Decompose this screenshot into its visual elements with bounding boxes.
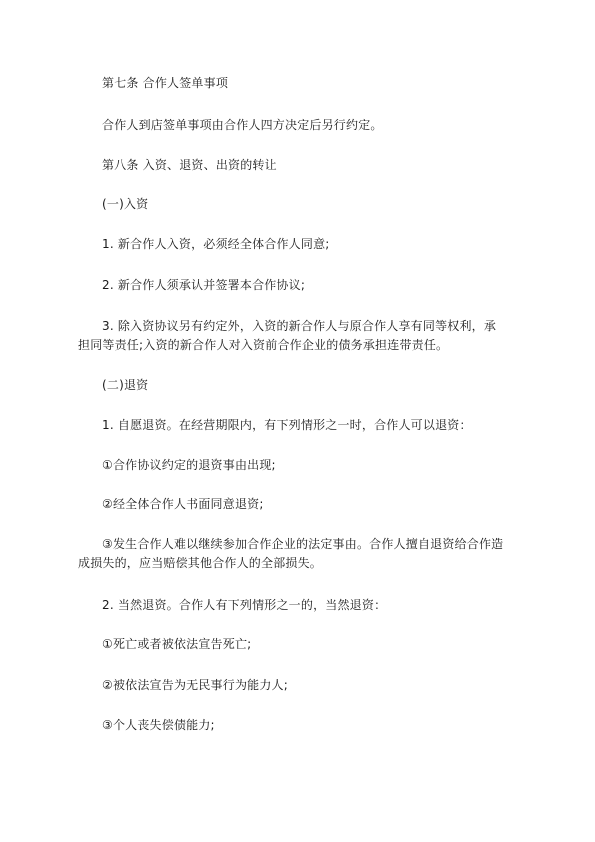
article-7-text: 合作人到店签单事项由合作人四方决定后另行约定。 [102,118,383,132]
voluntary-withdraw: 1. 自愿退资。在经营期限内，有下列情形之一时，合作人可以退资： [102,418,472,432]
entry-item-2: 2. 新合作人须承认并签署本合作协议; [102,278,306,292]
automatic-case-3: ③个人丧失偿债能力; [102,718,215,732]
voluntary-case-3: ③发生合作人难以继续参加合作企业的法定事由。合作人擅自退资给合作造成损失的，应当赔偿其他合作人的全部损失。 [78,537,504,570]
voluntary-case-1: ①合作协议约定的退资事由出现; [102,458,276,472]
automatic-case-1: ①死亡或者被依法宣告死亡; [102,637,252,651]
entry-item-1: 1. 新合作人入资，必须经全体合作人同意; [102,237,330,251]
section-withdraw-heading: (二)退资 [102,378,149,392]
automatic-withdraw: 2. 当然退资。合作人有下列情形之一的，当然退资： [102,598,387,612]
automatic-case-2: ②被依法宣告为无民事行为能力人; [102,678,289,692]
section-entry-heading: (一)入资 [102,197,149,211]
article-8-heading: 第八条 入资、退资、出资的转让 [102,158,277,172]
voluntary-case-2: ②经全体合作人书面同意退资; [102,497,264,511]
entry-item-3: 3. 除入资协议另有约定外，入资的新合作人与原合作人享有同等权利，承担同等责任;入资的新合作人对入资前合作企业的债务承担连带责任。 [78,319,497,352]
article-7-heading: 第七条 合作人签单事项 [102,76,229,90]
